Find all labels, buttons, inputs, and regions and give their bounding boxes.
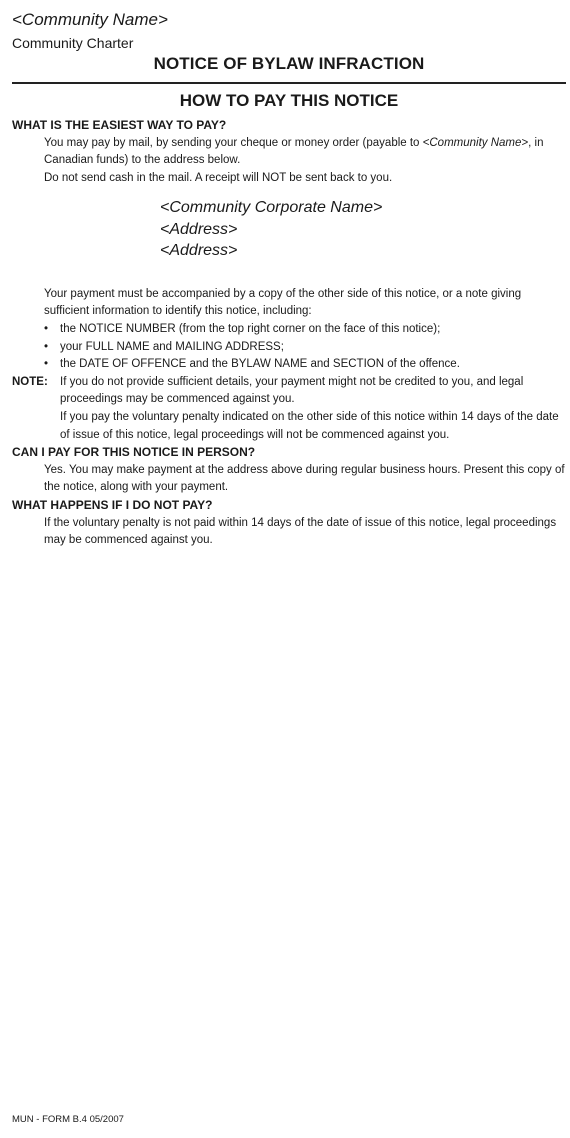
bullet-icon: •	[44, 340, 49, 353]
list-item	[44, 321, 570, 339]
note-line-2: If you pay the voluntary penalty indicated on the other side of this notice within 14 days of the date of issue of this notice, legal proceedings will not be commenced against you.	[60, 411, 559, 441]
address-line-1: <Address>	[160, 220, 238, 238]
community-charter: Community Charter	[12, 35, 134, 51]
easiest-way-heading: WHAT IS THE EASIEST WAY TO PAY?	[12, 118, 227, 132]
note-block	[12, 374, 570, 444]
notice-title: NOTICE OF BYLAW INFRACTION	[153, 54, 425, 73]
list-item	[44, 356, 570, 374]
bullet-icon: •	[44, 323, 49, 336]
community-name: <Community Name>	[12, 10, 168, 29]
list-item-text: the NOTICE NUMBER (from the top right corner on the face of this notice);	[60, 323, 441, 336]
form-number: MUN - FORM B.4 05/2007	[12, 1114, 124, 1125]
in-person-text: Yes. You may make payment at the address above during regular business hours. Present this copy of the notice, along with your payment.	[44, 463, 565, 494]
pay-by-mail-paragraph	[44, 135, 566, 170]
pay-by-mail-text: You may pay by mail, by sending your cheque or money order (payable to	[44, 136, 423, 149]
list-item-text: your FULL NAME and MAILING ADDRESS;	[60, 340, 284, 353]
list-item	[44, 339, 570, 357]
notice-content	[0, 117, 570, 550]
payable-to-community: <Community Name>	[422, 136, 529, 149]
pay-by-mail-text-end: , in Canadian funds) to the address below.	[44, 136, 544, 167]
corporate-name: <Community Corporate Name>	[160, 199, 383, 217]
accompany-text: Your payment must be accompanied by a copy of the other side of this notice, or a note giving sufficient information to identify this notice, including:	[44, 287, 522, 318]
spacer	[0, 272, 570, 286]
mailing-address	[160, 197, 570, 262]
address-line-2: <Address>	[160, 242, 238, 260]
note-label: NOTE:	[12, 375, 48, 388]
no-cash-text: Do not send cash in the mail. A receipt will NOT be sent back to you.	[44, 171, 393, 184]
not-pay-text: If the voluntary penalty is not paid within 14 days of the date of issue of this notice, legal proceedings may be commenced against you.	[44, 516, 557, 547]
note-body	[60, 374, 566, 444]
title-divider	[12, 82, 566, 84]
bullet-icon: •	[44, 358, 49, 371]
list-item-text: the DATE OF OFFENCE and the BYLAW NAME and SECTION of the offence.	[60, 358, 460, 371]
in-person-heading: CAN I PAY FOR THIS NOTICE IN PERSON?	[12, 445, 256, 460]
required-info-list	[0, 321, 570, 374]
note-line-1: If you do not provide sufficient details, your payment might not be credited to you, and legal proceedings may be commenced against you.	[60, 375, 524, 406]
not-pay-heading: WHAT HAPPENS IF I DO NOT PAY?	[12, 498, 213, 512]
how-to-pay-title: HOW TO PAY THIS NOTICE	[179, 91, 399, 110]
